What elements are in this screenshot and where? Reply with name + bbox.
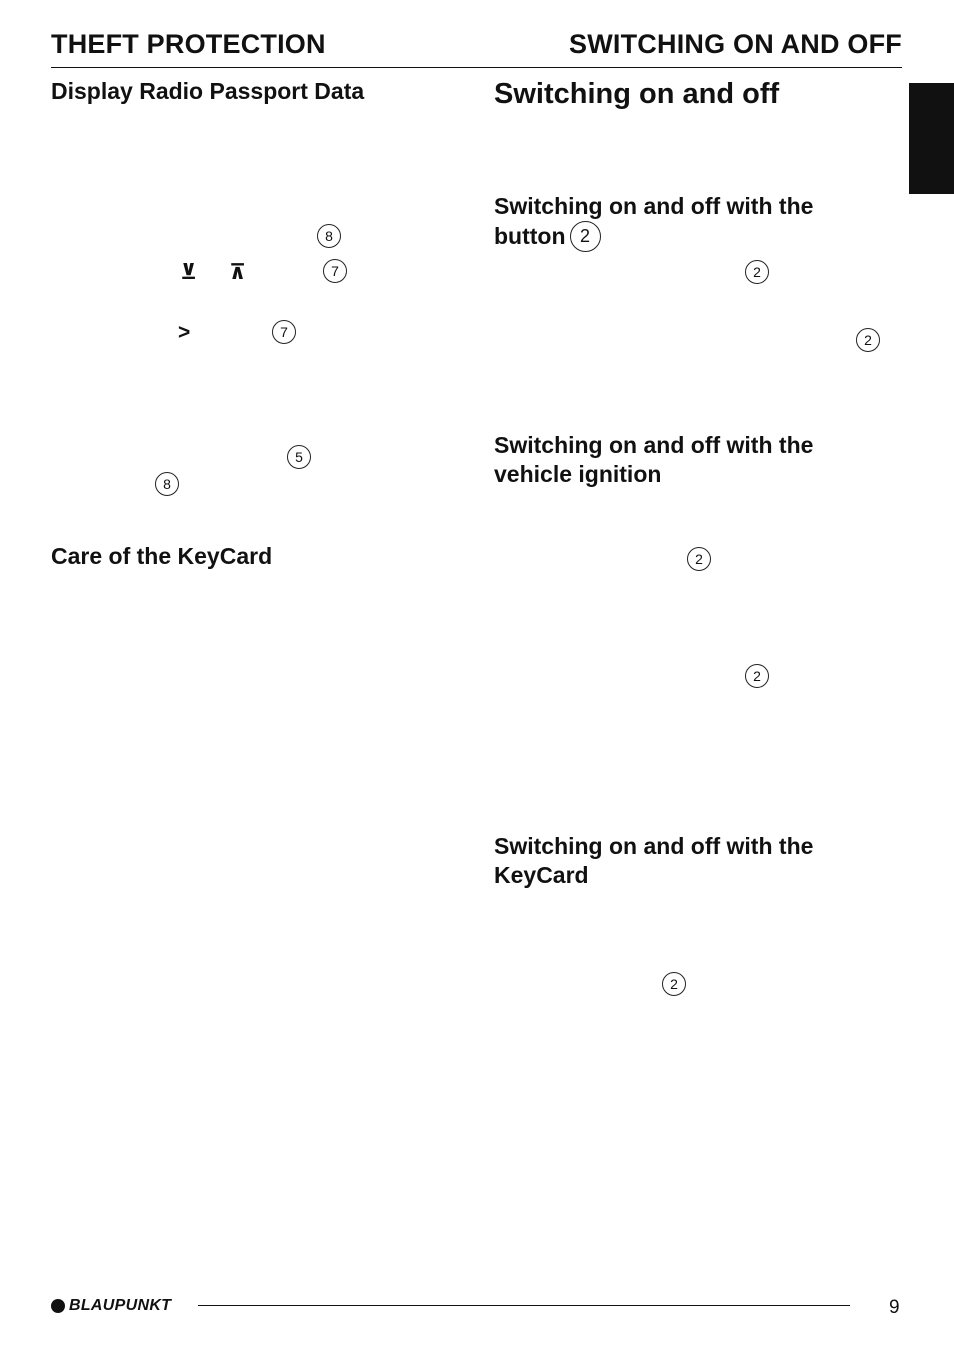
- chapter-tab-marker: [909, 83, 954, 194]
- brand-name: BLAUPUNKT: [69, 1297, 172, 1314]
- heading-line: [494, 221, 813, 252]
- page-number: 9: [889, 1297, 900, 1318]
- callout-marker: 5: [287, 445, 311, 469]
- callout-marker: 7: [323, 259, 347, 283]
- brand-dot-icon: [51, 1299, 65, 1313]
- callout-marker: 2: [687, 547, 711, 571]
- callout-marker: 2: [570, 221, 601, 252]
- brand-logo: [51, 1297, 171, 1315]
- switching-main-heading: Switching on and off: [494, 78, 780, 110]
- switch-with-button-heading: [494, 192, 813, 252]
- heading-line: Switching on and off with the: [494, 432, 814, 458]
- heading-line: KeyCard: [494, 862, 589, 888]
- header-right-title: SWITCHING ON AND OFF: [569, 29, 902, 59]
- header-left-title: THEFT PROTECTION: [51, 29, 326, 59]
- heading-line: Switching on and off with the: [494, 833, 814, 859]
- up-arrow-icon: ⊼: [229, 261, 247, 284]
- callout-marker: 2: [856, 328, 880, 352]
- callout-marker: 2: [662, 972, 686, 996]
- heading-line-text: button: [494, 223, 566, 249]
- callout-marker: 8: [317, 224, 341, 248]
- heading-line: vehicle ignition: [494, 461, 662, 487]
- header-divider: [51, 67, 902, 68]
- care-of-keycard-heading: Care of the KeyCard: [51, 543, 273, 569]
- footer-divider: [198, 1305, 850, 1306]
- callout-marker: 2: [745, 260, 769, 284]
- switch-with-keycard-heading: [494, 832, 813, 890]
- callout-marker: 2: [745, 664, 769, 688]
- down-arrow-icon: ⊻: [180, 261, 198, 284]
- callout-marker: 8: [155, 472, 179, 496]
- heading-line: Switching on and off with the: [494, 193, 814, 219]
- display-radio-passport-heading: Display Radio Passport Data: [51, 78, 365, 104]
- right-arrow-icon: >: [178, 321, 191, 344]
- switch-with-ignition-heading: [494, 431, 813, 489]
- callout-marker: 7: [272, 320, 296, 344]
